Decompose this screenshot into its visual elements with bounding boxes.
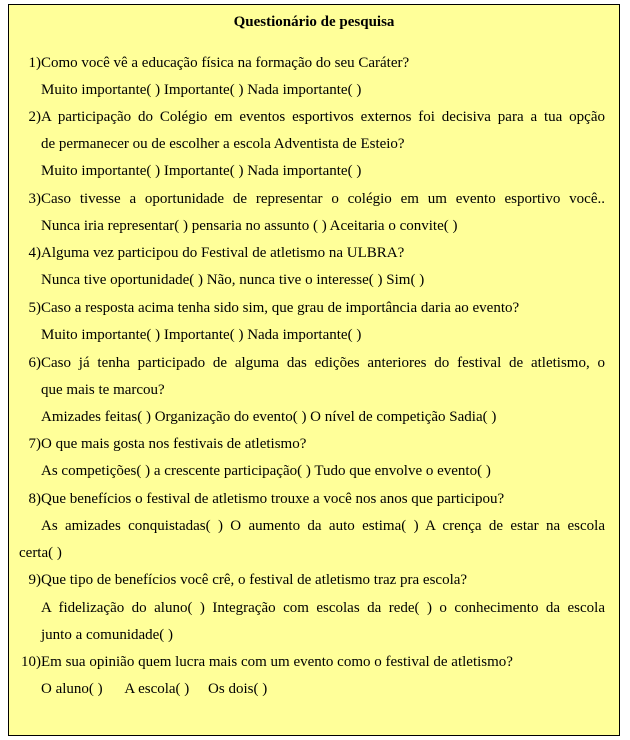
answer-options: Muito importante( ) Importante( ) Nada importante( ) (41, 327, 362, 343)
question-text: de permanecer ou de escolher a escola Adventista de Esteio? (41, 136, 405, 152)
answer-options-continued: junto a comunidade( ) (41, 627, 174, 643)
question-number: 8) (28, 491, 41, 507)
question-number: 5) (28, 300, 41, 316)
question-number: 9) (28, 572, 41, 588)
question-number: 3) (28, 191, 41, 207)
question-number: 6) (28, 355, 41, 371)
question-text: Em sua opinião quem lucra mais com um evento como o festival de atletismo? (41, 654, 513, 670)
question-text: Que tipo de benefícios você crê, o festival de atletismo traz pra escola? (41, 572, 468, 588)
questionnaire-title: Questionário de pesquisa (233, 14, 395, 30)
answer-options: Nunca iria representar( ) pensaria no assunto ( ) Aceitaria o convite( ) (41, 218, 458, 234)
question-text: O que mais gosta nos festivais de atletismo? (41, 436, 307, 452)
answer-options: Muito importante( ) Importante( ) Nada importante( ) (41, 163, 362, 179)
question-text: Caso a resposta acima tenha sido sim, que grau de importância daria ao evento? (41, 300, 520, 316)
answer-options: Muito importante( ) Importante( ) Nada importante( ) (41, 82, 362, 98)
questionnaire-box (8, 4, 620, 736)
question-text: A participação do Colégio em eventos esportivos externos foi decisiva para a tua opção (41, 109, 605, 125)
answer-options: Nunca tive oportunidade( ) Não, nunca tive o interesse( ) Sim( ) (41, 272, 425, 288)
answer-options: As amizades conquistadas( ) O aumento da auto estima( ) A crença de estar na escola (41, 518, 605, 534)
question-text: Caso tivesse a oportunidade de representar o colégio em um evento esportivo você.. (41, 191, 605, 207)
answer-options: Amizades feitas( ) Organização do evento( ) O nível de competição Sadia( ) (41, 409, 497, 425)
question-number: 2) (28, 109, 41, 125)
question-text: Caso já tenha participado de alguma das edições anteriores do festival de atletismo, o (41, 355, 605, 371)
question-text: Alguma vez participou do Festival de atletismo na ULBRA? (41, 245, 405, 261)
question-text: que mais te marcou? (41, 382, 165, 398)
answer-options: As competições( ) a crescente participação( ) Tudo que envolve o evento( ) (41, 463, 491, 479)
question-number: 4) (28, 245, 41, 261)
answer-options-continued: certa( ) (19, 545, 62, 561)
question-number: 7) (28, 436, 41, 452)
question-text: Que benefícios o festival de atletismo trouxe a você nos anos que participou? (41, 491, 505, 507)
question-text: Como você vê a educação física na formação do seu Caráter? (41, 55, 410, 71)
question-number: 10) (21, 654, 41, 670)
question-number: 1) (28, 55, 41, 71)
answer-options: A fidelização do aluno( ) Integração com escolas da rede( ) o conhecimento da escola (41, 600, 605, 616)
answer-options: O aluno( ) A escola( ) Os dois( ) (41, 681, 268, 697)
